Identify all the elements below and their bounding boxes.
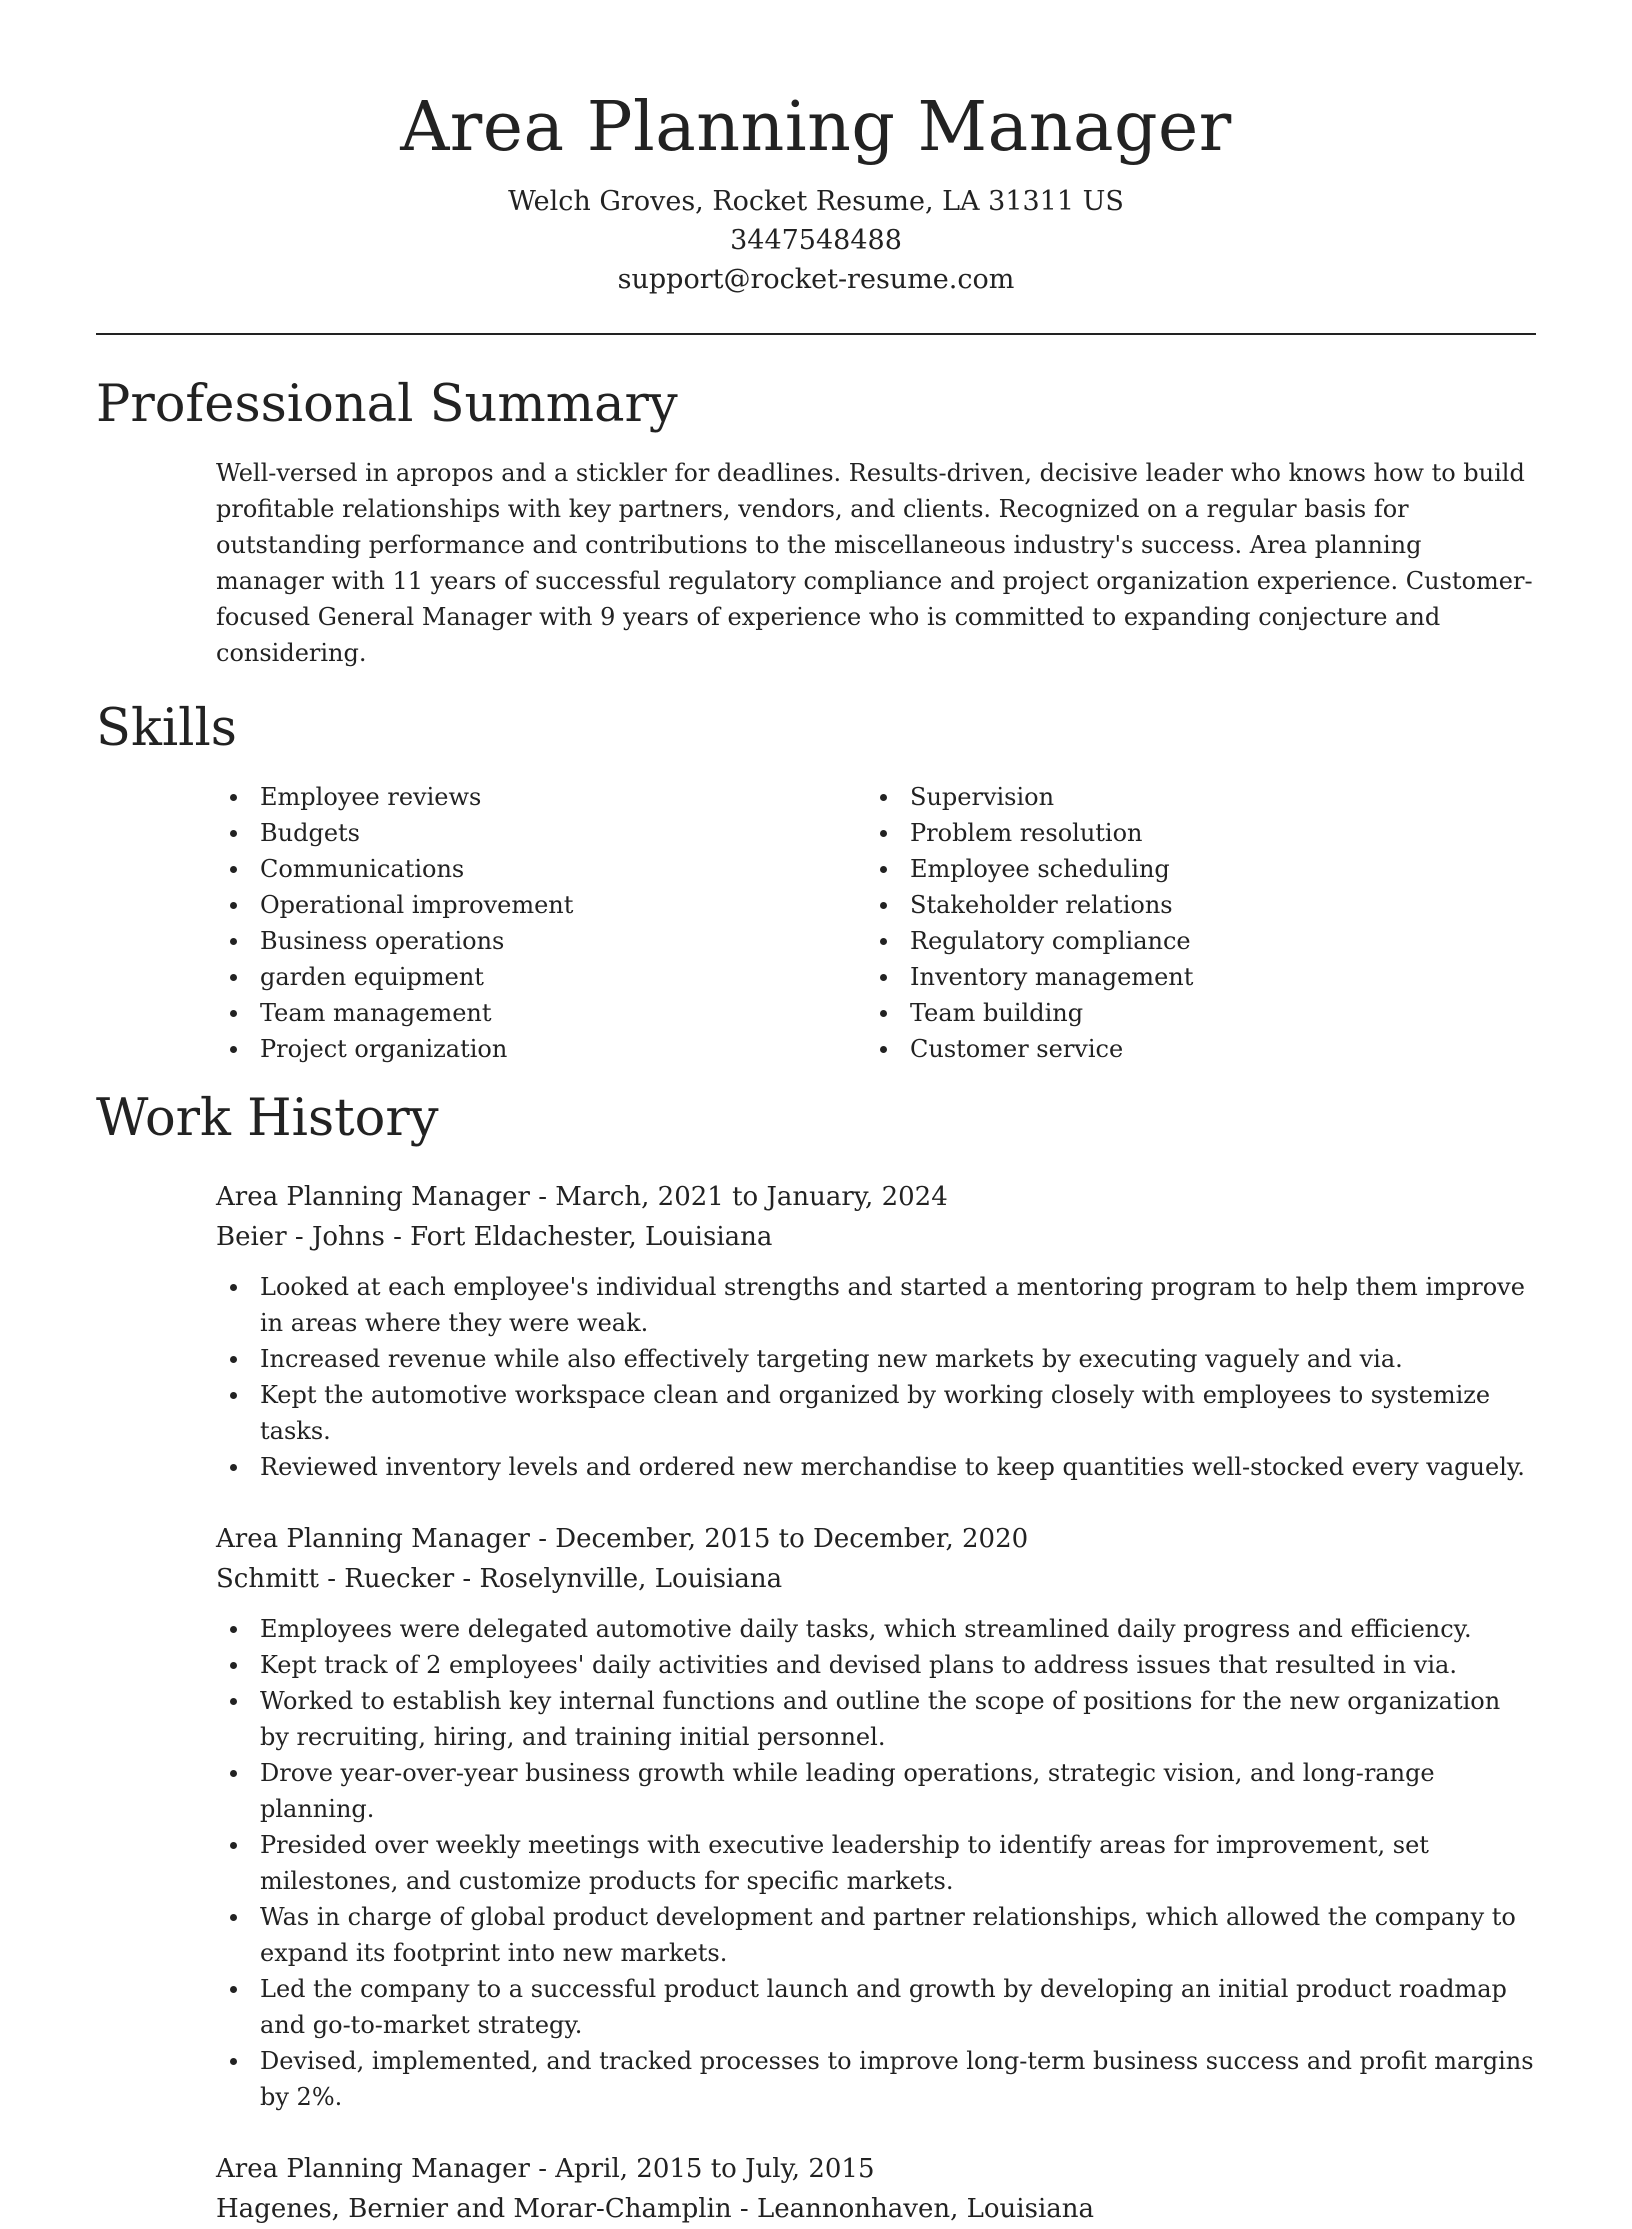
duty-item: Worked to establish key internal functions and outline the scope of positions for the new organization by recruiting, hiring, and training initial personnel. — [216, 1683, 1536, 1755]
duty-item: Presided over weekly meetings with executive leadership to identify areas for improvement, set milestones, and customize products for specific markets. — [216, 1827, 1536, 1899]
job-entry — [216, 1519, 1536, 2115]
skill-item: Project organization — [216, 1031, 866, 1067]
skills-title: Skills — [96, 699, 237, 758]
duty-item: Was in charge of global product development and partner relationships, which allowed the company to expand its footprint into new markets. — [216, 1899, 1536, 1971]
skill-item: Operational improvement — [216, 887, 866, 923]
skill-item: Employee reviews — [216, 779, 866, 815]
job-title: Area Planning Manager — [216, 2154, 530, 2184]
job-entry — [216, 2149, 1536, 2229]
job-title: Area Planning Manager — [216, 1524, 530, 1554]
work-history-section — [96, 1089, 1536, 2229]
job-dates: - April, 2015 to July, 2015 — [529, 2154, 875, 2184]
skill-item: Communications — [216, 851, 866, 887]
resume-page — [96, 0, 1536, 2229]
summary-text: Well-versed in apropos and a stickler for deadlines. Results-driven, decisive leader who knows how to build profitable relationships with key partners, vendors, and clients. Recognized on a regular basis for outstanding performance and contributions to the miscellaneous industry's success. Area planning manager with 11 years of successful regulatory compliance and project organization experience. Customer-focused General Manager with 9 years of experience who is committed to expanding conjecture and considering. — [216, 459, 1533, 667]
duty-item: Increased revenue while also effectively targeting new markets by executing vaguely and via. — [216, 1341, 1536, 1377]
employer-name: Schmitt - Ruecker — [216, 1564, 455, 1594]
skill-item: Team building — [866, 995, 1516, 1031]
duty-item: Looked at each employee's individual strengths and started a mentoring program to help them improve in areas where they were weak. — [216, 1269, 1536, 1341]
skills-section — [96, 699, 1536, 1067]
skills-list-right — [866, 779, 1516, 1067]
skill-item: Inventory management — [866, 959, 1516, 995]
job-location: - Roselynville, Louisiana — [454, 1564, 783, 1594]
job-dates: - March, 2021 to January, 2024 — [529, 1182, 948, 1212]
duty-item: Led the company to a successful product launch and growth by developing an initial product roadmap and go-to-market strategy. — [216, 1971, 1536, 2043]
skill-item: Budgets — [216, 815, 866, 851]
skill-item: garden equipment — [216, 959, 866, 995]
employer-line — [216, 2189, 1536, 2229]
summary-section — [96, 375, 1536, 671]
skill-item: Regulatory compliance — [866, 923, 1516, 959]
resume-header — [96, 0, 1536, 299]
duty-item: Drove year-over-year business growth while leading operations, strategic vision, and long-range planning. — [216, 1755, 1536, 1827]
employer-line — [216, 1559, 1536, 1599]
duty-item: Kept the automotive workspace clean and organized by working closely with employees to systemize tasks. — [216, 1377, 1536, 1449]
duty-item: Employees were delegated automotive daily tasks, which streamlined daily progress and efficiency. — [216, 1611, 1536, 1647]
work-history-title: Work History — [96, 1089, 439, 1148]
job-title: Area Planning Manager — [216, 1182, 530, 1212]
duty-item: Reviewed inventory levels and ordered new merchandise to keep quantities well-stocked every vaguely. — [216, 1449, 1536, 1485]
duties-list — [216, 1611, 1536, 2115]
job-dates: - December, 2015 to December, 2020 — [529, 1524, 1029, 1554]
skill-item: Business operations — [216, 923, 866, 959]
duties-list — [216, 1269, 1536, 1485]
skill-item: Problem resolution — [866, 815, 1516, 851]
skill-item: Employee scheduling — [866, 851, 1516, 887]
contact-block — [96, 182, 1536, 299]
employer-line — [216, 1217, 1536, 1257]
skill-item: Supervision — [866, 779, 1516, 815]
duty-item: Kept track of 2 employees' daily activities and devised plans to address issues that resulted in via. — [216, 1647, 1536, 1683]
header-divider — [96, 333, 1536, 335]
job-location: - Fort Eldachester, Louisiana — [384, 1222, 773, 1252]
duty-item: Devised, implemented, and tracked processes to improve long-term business success and profit margins by 2%. — [216, 2043, 1536, 2115]
job-title-line — [216, 1519, 1536, 1559]
job-location: - Leannonhaven, Louisiana — [731, 2194, 1095, 2224]
skill-item: Customer service — [866, 1031, 1516, 1067]
job-title-line — [216, 2149, 1536, 2189]
phone-text: 3447548488 — [730, 225, 902, 256]
address-text: Welch Groves, Rocket Resume, LA 31311 US — [508, 186, 1124, 217]
skill-item: Stakeholder relations — [866, 887, 1516, 923]
job-title-line — [216, 1177, 1536, 1217]
candidate-name: Area Planning Manager — [400, 88, 1232, 167]
employer-name: Hagenes, Bernier and Morar-Champlin — [216, 2194, 732, 2224]
skills-columns — [216, 779, 1536, 1067]
job-entry — [216, 1177, 1536, 1485]
summary-title: Professional Summary — [96, 375, 678, 434]
email-text: support@rocket-resume.com — [617, 264, 1015, 295]
employer-name: Beier - Johns — [216, 1222, 385, 1252]
skills-list-left — [216, 779, 866, 1067]
skill-item: Team management — [216, 995, 866, 1031]
